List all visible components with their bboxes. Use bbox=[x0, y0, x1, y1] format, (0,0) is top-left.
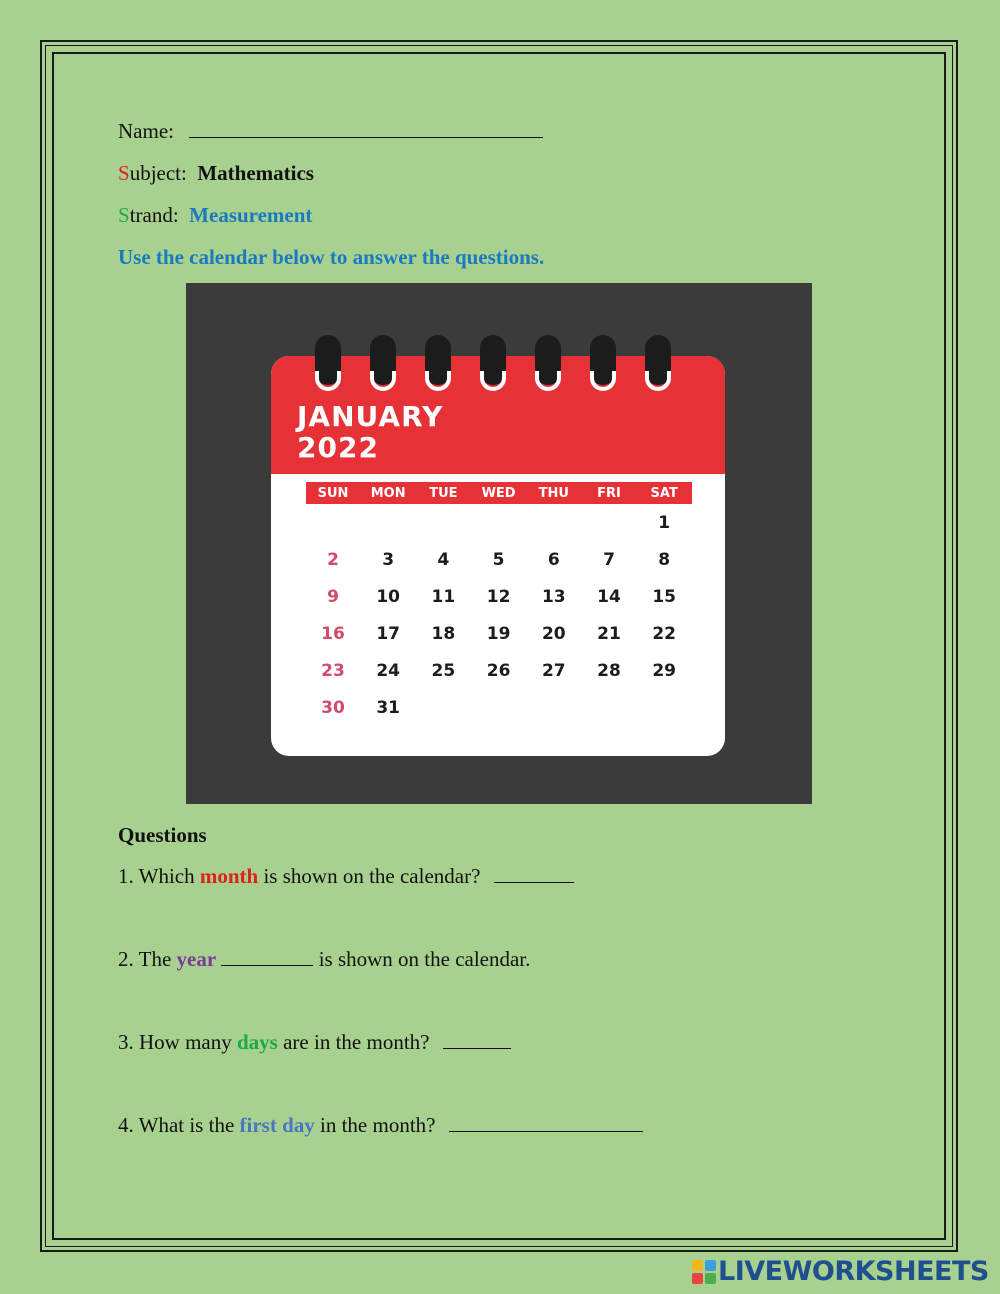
calendar-day: 24 bbox=[376, 661, 401, 681]
calendar-year: 2022 bbox=[297, 431, 379, 464]
calendar-day: 29 bbox=[652, 661, 677, 681]
question-4-post: in the month? bbox=[320, 1113, 436, 1137]
name-field[interactable] bbox=[189, 119, 543, 138]
calendar-day: 14 bbox=[597, 587, 621, 607]
calendar-day: 6 bbox=[547, 550, 560, 570]
calendar-day: 7 bbox=[603, 550, 615, 570]
calendar-day: 25 bbox=[431, 661, 456, 681]
questions-heading: Questions bbox=[118, 823, 207, 847]
calendar-day: 13 bbox=[541, 587, 566, 607]
calendar-day: 27 bbox=[541, 661, 566, 681]
question-3-keyword: days bbox=[237, 1030, 278, 1054]
subject-initial: S bbox=[118, 161, 130, 185]
weekday-wed: WED bbox=[481, 486, 516, 501]
calendar-day: 18 bbox=[431, 624, 456, 644]
question-1-post: is shown on the calendar? bbox=[263, 864, 481, 888]
question-3 bbox=[118, 1030, 511, 1055]
answer-3-field[interactable] bbox=[443, 1030, 511, 1049]
question-4-pre: 4. What is the bbox=[118, 1113, 235, 1137]
question-3-pre: 3. How many bbox=[118, 1030, 232, 1054]
question-4 bbox=[118, 1113, 643, 1138]
calendar-day: 26 bbox=[486, 661, 511, 681]
calendar-image bbox=[186, 283, 812, 804]
weekday-thu: THU bbox=[538, 486, 569, 501]
strand-value: Measurement bbox=[189, 203, 313, 227]
calendar-title bbox=[297, 401, 443, 463]
calendar-day: 28 bbox=[597, 661, 621, 681]
answer-2-field[interactable] bbox=[221, 947, 313, 966]
calendar-day: 16 bbox=[321, 624, 345, 644]
calendar-day: 8 bbox=[658, 550, 671, 570]
question-1-pre: 1. Which bbox=[118, 864, 195, 888]
calendar-day: 20 bbox=[541, 624, 566, 644]
calendar-day: 3 bbox=[382, 550, 395, 570]
question-2-post: is shown on the calendar. bbox=[318, 947, 531, 971]
subject-value: Mathematics bbox=[197, 161, 314, 185]
question-3-post: are in the month? bbox=[283, 1030, 430, 1054]
question-2-pre: 2. The bbox=[118, 947, 172, 971]
question-1 bbox=[118, 864, 574, 889]
calendar-month: JANUARY bbox=[297, 400, 444, 433]
calendar-day: 9 bbox=[327, 587, 339, 607]
calendar-day: 17 bbox=[376, 624, 401, 644]
logo-text: LIVEWORKSHEETS bbox=[718, 1256, 989, 1287]
name-label: Name: bbox=[118, 119, 174, 143]
question-1-keyword: month bbox=[199, 864, 259, 888]
weekday-fri: FRI bbox=[597, 486, 621, 501]
calendar-day: 4 bbox=[437, 550, 450, 570]
instruction-text: Use the calendar below to answer the questions. bbox=[118, 245, 545, 269]
calendar-day: 23 bbox=[321, 661, 345, 681]
calendar-day: 10 bbox=[376, 587, 401, 607]
weekday-sat: SAT bbox=[650, 486, 678, 501]
calendar-day: 1 bbox=[658, 513, 671, 533]
strand-row bbox=[118, 203, 312, 228]
calendar-day: 2 bbox=[327, 550, 339, 570]
name-row bbox=[118, 119, 543, 144]
question-2-keyword: year bbox=[176, 947, 217, 971]
calendar-day: 11 bbox=[431, 587, 456, 607]
calendar-day: 21 bbox=[597, 624, 621, 644]
calendar-day: 30 bbox=[321, 698, 345, 718]
strand-label: trand: bbox=[129, 203, 179, 227]
calendar-day: 15 bbox=[652, 587, 677, 607]
question-2 bbox=[118, 947, 530, 972]
weekday-sun: SUN bbox=[317, 486, 349, 501]
question-4-keyword: first day bbox=[239, 1113, 315, 1137]
calendar-day: 31 bbox=[376, 698, 401, 718]
calendar-day: 19 bbox=[486, 624, 511, 644]
answer-1-field[interactable] bbox=[494, 864, 574, 883]
subject-row bbox=[118, 161, 314, 186]
weekday-mon: MON bbox=[370, 486, 406, 501]
calendar-day: 12 bbox=[486, 587, 511, 607]
weekday-tue: TUE bbox=[429, 486, 458, 501]
strand-initial: S bbox=[118, 203, 130, 227]
calendar-day: 5 bbox=[492, 550, 505, 570]
calendar-day: 22 bbox=[652, 624, 677, 644]
answer-4-field[interactable] bbox=[449, 1113, 643, 1132]
logo-blocks-icon bbox=[692, 1260, 718, 1284]
subject-label: ubject: bbox=[129, 161, 187, 185]
